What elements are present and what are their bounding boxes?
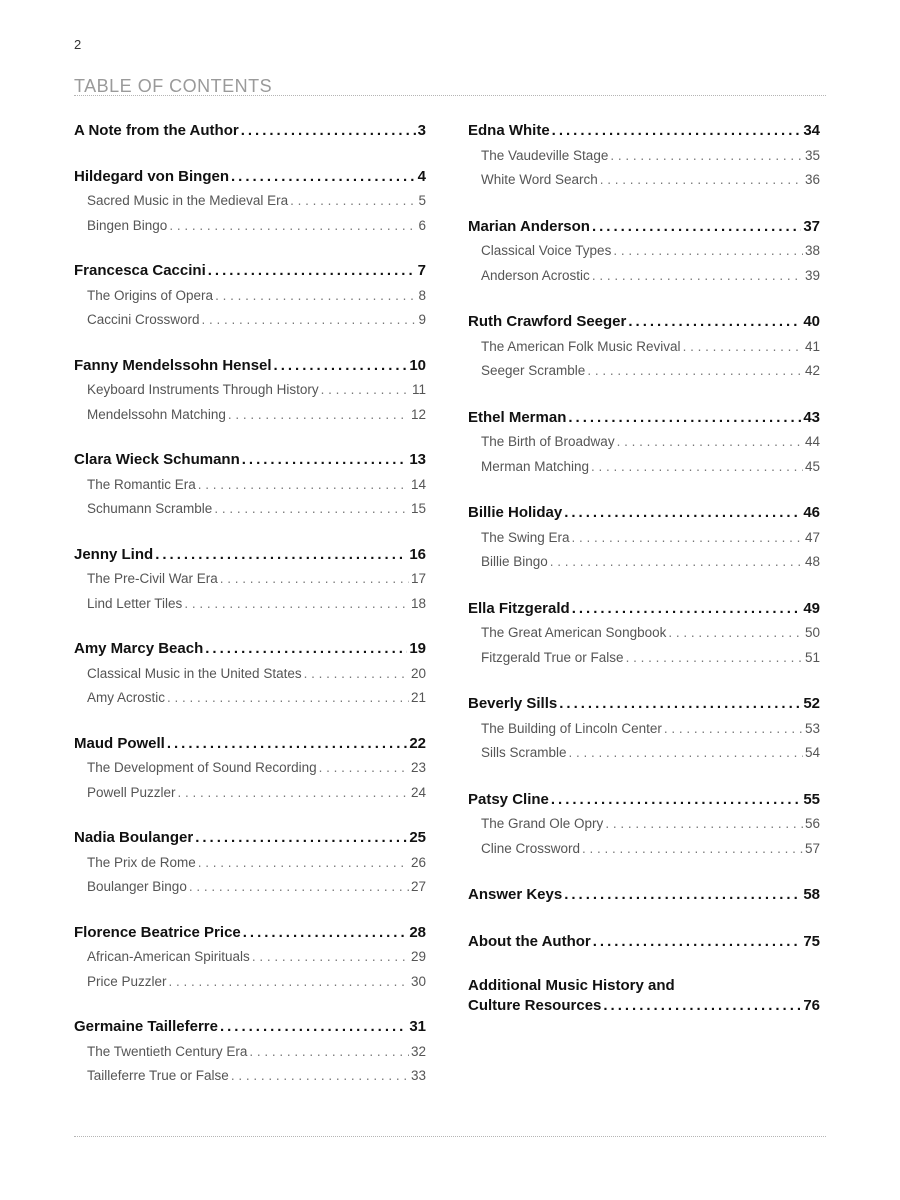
toc-entry-title: Germaine Tailleferre [74, 1018, 218, 1035]
toc-subentry[interactable] [468, 717, 820, 742]
dot-leader [628, 310, 801, 335]
dot-leader [600, 168, 803, 193]
toc-subentry[interactable] [74, 473, 426, 498]
toc-subentry[interactable] [468, 455, 820, 480]
dot-leader [610, 144, 803, 169]
dot-leader [550, 550, 803, 575]
toc-subentry-title: The Grand Ole Opry [481, 816, 604, 831]
bottom-divider [74, 1136, 826, 1137]
toc-subentry-title: Powell Puzzler [87, 784, 176, 800]
toc-section [468, 692, 820, 766]
toc-section-additional-resources [468, 976, 820, 1016]
dot-leader [195, 826, 407, 851]
toc-entry-page-number: 58 [803, 886, 820, 903]
dot-leader [167, 732, 407, 757]
toc-entry-title: Ruth Crawford Seeger [468, 313, 627, 330]
dot-leader [559, 692, 801, 717]
toc-section [468, 119, 820, 193]
dot-leader [228, 403, 409, 428]
toc-subentry-title: Caccini Crossword [87, 312, 200, 327]
toc-section [74, 354, 426, 428]
toc-subentry-title: The American Folk Music Revival [481, 338, 681, 354]
toc-entry[interactable] [74, 637, 426, 662]
toc-entry[interactable] [468, 406, 820, 431]
toc-subentry-title: The Origins of Opera [87, 287, 214, 303]
toc-subentry[interactable] [74, 875, 426, 900]
toc-subentry-page-number: 8 [418, 287, 426, 303]
toc-entry-page-number: 25 [409, 829, 426, 846]
toc-subentry[interactable] [468, 526, 820, 551]
toc-subentry-page-number: 18 [410, 595, 426, 611]
toc-subentry[interactable] [74, 1064, 426, 1089]
dot-leader [664, 717, 803, 742]
title-divider [74, 95, 826, 96]
toc-subentry-page-number: 42 [804, 363, 820, 378]
toc-entry[interactable] [74, 354, 426, 379]
toc-subentry[interactable] [74, 756, 426, 781]
toc-entry-title: Ethel Merman [468, 408, 567, 426]
toc-entry-title: Florence Beatrice Price [74, 923, 241, 941]
toc-subentry[interactable] [74, 284, 426, 309]
toc-subentry[interactable] [74, 378, 426, 403]
toc-subentry-page-number: 48 [804, 554, 820, 569]
dot-leader [215, 284, 416, 309]
toc-subentry-page-number: 12 [410, 406, 426, 422]
toc-left-column [74, 119, 426, 1110]
dot-leader [231, 165, 416, 190]
dot-leader [198, 473, 409, 498]
toc-entry-title: Fanny Mendelssohn Hensel [74, 356, 272, 374]
toc-subentry-title: African-American Spirituals [87, 949, 250, 964]
toc-subentry[interactable] [468, 741, 820, 766]
toc-entry-page-number: 16 [409, 545, 426, 563]
toc-subentry[interactable] [468, 335, 820, 360]
toc-entry-page-number: 7 [417, 262, 426, 279]
toc-entry-page-number: 10 [409, 356, 426, 374]
toc-subentry-page-number: 23 [410, 760, 426, 775]
toc-entry[interactable] [74, 921, 426, 946]
toc-subentry[interactable] [468, 359, 820, 384]
toc-entry[interactable] [468, 788, 820, 813]
dot-leader [564, 883, 801, 908]
toc-section [74, 637, 426, 711]
toc-section [74, 259, 426, 333]
toc-entry[interactable] [74, 165, 426, 190]
toc-subentry-page-number: 35 [804, 147, 820, 163]
toc-subentry-title: Bingen Bingo [87, 217, 168, 233]
toc-entry-title: Clara Wieck Schumann [74, 451, 240, 468]
toc-subentry-page-number: 54 [804, 745, 820, 760]
dot-leader [189, 875, 409, 900]
dot-leader [587, 359, 803, 384]
toc-entry-page-number: 49 [803, 599, 820, 617]
toc-subentry-title: The Building of Lincoln Center [481, 720, 662, 736]
toc-subentry-title: Classical Voice Types [481, 243, 612, 258]
dot-leader [613, 239, 803, 264]
toc-subentry-title: The Prix de Rome [87, 854, 196, 870]
toc-subentry-page-number: 20 [410, 665, 426, 681]
toc-section [74, 119, 426, 144]
dot-leader [220, 567, 409, 592]
toc-subentry[interactable] [468, 812, 820, 837]
toc-subentry[interactable] [74, 592, 426, 617]
toc-subentry[interactable] [468, 837, 820, 862]
toc-subentry-page-number: 27 [410, 879, 426, 894]
dot-leader [252, 945, 409, 970]
dot-leader [178, 781, 409, 806]
dot-leader [569, 741, 803, 766]
toc-entry-title: A Note from the Author [74, 122, 239, 139]
toc-section [74, 826, 426, 900]
toc-entry[interactable] [74, 448, 426, 473]
dot-leader [582, 837, 803, 862]
toc-subentry-title: Cline Crossword [481, 840, 581, 856]
dot-leader [155, 543, 407, 568]
toc-entry-page-number: 28 [409, 923, 426, 941]
toc-subentry[interactable] [468, 621, 820, 646]
toc-section [468, 215, 820, 289]
dot-leader [572, 597, 802, 622]
toc-subentry-title: The Great American Songbook [481, 625, 667, 640]
toc-entry-page-number: 40 [803, 313, 820, 330]
dot-leader [202, 308, 417, 333]
toc-subentry[interactable] [468, 430, 820, 455]
toc-subentry-title: The Twentieth Century Era [87, 1043, 248, 1059]
dot-leader [220, 1015, 407, 1040]
toc-subentry[interactable] [468, 550, 820, 575]
dot-leader [683, 335, 803, 360]
toc-subentry-page-number: 53 [804, 720, 820, 736]
toc-entry-page-number: 22 [409, 734, 426, 752]
toc-subentry-page-number: 6 [418, 217, 426, 233]
toc-entry-title: Marian Anderson [468, 217, 590, 235]
toc-entry[interactable] [74, 119, 426, 144]
dot-leader [304, 662, 409, 687]
toc-section [74, 448, 426, 522]
toc-entry-title: Amy Marcy Beach [74, 640, 204, 657]
dot-leader [241, 119, 416, 144]
toc-entry-page-number: 52 [803, 695, 820, 712]
toc-entry[interactable] [468, 692, 820, 717]
toc-entry-page-number: 37 [803, 217, 820, 235]
toc-section [468, 883, 820, 908]
toc-section [468, 310, 820, 384]
dot-leader [169, 214, 416, 239]
toc-entry-title: Ella Fitzgerald [468, 599, 570, 617]
toc-entry-title: Beverly Sills [468, 695, 558, 712]
toc-subentry-title: Mendelssohn Matching [87, 406, 226, 422]
toc-entry-page-number: 55 [803, 790, 820, 808]
toc-subentry-title: Fitzgerald True or False [481, 649, 624, 665]
toc-subentry-page-number: 41 [804, 338, 820, 354]
toc-subentry-title: Sacred Music in the Medieval Era [87, 193, 289, 208]
toc-subentry-page-number: 14 [410, 476, 426, 492]
toc-subentry[interactable] [74, 189, 426, 214]
toc-section [468, 597, 820, 671]
toc-entry-title: Francesca Caccini [74, 262, 206, 279]
toc-section [74, 1015, 426, 1089]
toc-entry-page-number: 76 [803, 997, 820, 1014]
toc-subentry-page-number: 30 [410, 973, 426, 989]
toc-subentry-page-number: 38 [804, 243, 820, 258]
toc-subentry-page-number: 47 [804, 529, 820, 545]
toc-entry-title: Patsy Cline [468, 790, 549, 808]
dot-leader [249, 1040, 409, 1065]
toc-entry[interactable] [468, 996, 820, 1016]
toc-section [74, 921, 426, 995]
dot-leader [564, 501, 801, 526]
toc-entry-page-number: 43 [803, 408, 820, 426]
toc-entry-title: Jenny Lind [74, 545, 154, 563]
toc-subentry-title: Classical Music in the United States [87, 665, 302, 681]
dot-leader [568, 406, 801, 431]
dot-leader [603, 996, 801, 1016]
toc-subentry-page-number: 45 [804, 458, 820, 474]
toc-subentry-title: Seeger Scramble [481, 363, 586, 378]
toc-subentry-title: The Development of Sound Recording [87, 760, 317, 775]
toc-entry-page-number: 46 [803, 504, 820, 521]
toc-entry[interactable] [74, 826, 426, 851]
toc-entry-page-number: 13 [409, 451, 426, 468]
toc-entry[interactable] [74, 259, 426, 284]
toc-entry-page-number: 75 [803, 932, 820, 950]
toc-subentry-title: The Swing Era [481, 529, 570, 545]
dot-leader [231, 1064, 409, 1089]
toc-subentry-title: Lind Letter Tiles [87, 595, 183, 611]
toc-subentry-page-number: 33 [410, 1068, 426, 1083]
dot-leader [274, 354, 408, 379]
dot-leader [321, 378, 410, 403]
dot-leader [591, 455, 803, 480]
toc-subentry-title: The Pre-Civil War Era [87, 571, 218, 586]
toc-subentry[interactable] [74, 1040, 426, 1065]
toc-section [468, 788, 820, 862]
toc-subentry-page-number: 17 [410, 571, 426, 586]
toc-entry-title: Edna White [468, 122, 550, 139]
dot-leader [592, 215, 801, 240]
toc-subentry-title: The Birth of Broadway [481, 434, 615, 449]
toc-entry[interactable] [74, 1015, 426, 1040]
toc-subentry-title: The Vaudeville Stage [481, 147, 609, 163]
toc-entry-title: Maud Powell [74, 734, 165, 752]
toc-entry-page-number: 3 [417, 122, 426, 139]
toc-subentry-page-number: 21 [410, 690, 426, 705]
toc-entry[interactable] [468, 930, 820, 955]
toc-subentry-title: Keyboard Instruments Through History [87, 382, 319, 397]
toc-section [74, 732, 426, 806]
toc-subentry-page-number: 11 [411, 382, 426, 397]
toc-subentry-title: Boulanger Bingo [87, 879, 187, 894]
toc-entry[interactable] [468, 597, 820, 622]
toc-subentry-title: Merman Matching [481, 458, 590, 474]
toc-entry-title: Culture Resources [468, 997, 602, 1014]
toc-right-column [468, 119, 820, 1038]
toc-section [468, 406, 820, 480]
page-title: TABLE OF CONTENTS [74, 76, 273, 96]
toc-entry[interactable] [468, 215, 820, 240]
toc-entry[interactable] [468, 119, 820, 144]
toc-subentry[interactable] [468, 144, 820, 169]
dot-leader [605, 812, 803, 837]
toc-subentry[interactable] [468, 168, 820, 193]
dot-leader [242, 448, 408, 473]
dot-leader [184, 592, 409, 617]
toc-subentry-title: Billie Bingo [481, 554, 548, 569]
dot-leader [551, 788, 801, 813]
toc-subentry[interactable] [468, 239, 820, 264]
toc-entry-page-number: 19 [409, 640, 426, 657]
toc-subentry-page-number: 57 [804, 840, 820, 856]
toc-section [74, 543, 426, 617]
toc-subentry-page-number: 9 [418, 312, 426, 327]
dot-leader [552, 119, 802, 144]
dot-leader [668, 621, 803, 646]
page-number: 2 [74, 37, 82, 52]
toc-subentry-page-number: 36 [804, 172, 820, 187]
toc-entry-page-number: 34 [803, 122, 820, 139]
dot-leader [593, 930, 802, 955]
toc-entry-title: Nadia Boulanger [74, 829, 194, 846]
dot-leader [208, 259, 416, 284]
toc-subentry-title: Sills Scramble [481, 745, 567, 760]
dot-leader [319, 756, 409, 781]
toc-entry-title: Answer Keys [468, 886, 563, 903]
toc-entry-page-number: 31 [409, 1018, 426, 1035]
dot-leader [592, 264, 803, 289]
dot-leader [167, 686, 409, 711]
toc-subentry-title: Schumann Scramble [87, 501, 213, 516]
toc-subentry-page-number: 44 [804, 434, 820, 449]
toc-entry[interactable] [468, 310, 820, 335]
toc-subentry[interactable] [74, 945, 426, 970]
toc-entry-page-number: 4 [417, 167, 426, 185]
toc-subentry-page-number: 5 [418, 193, 426, 208]
toc-subentry-page-number: 32 [410, 1043, 426, 1059]
dot-leader [626, 646, 803, 671]
toc-subentry[interactable] [74, 662, 426, 687]
toc-subentry[interactable] [74, 567, 426, 592]
toc-subentry-title: Anderson Acrostic [481, 267, 590, 283]
dot-leader [617, 430, 803, 455]
dot-leader [572, 526, 803, 551]
toc-section [74, 165, 426, 239]
toc-section [468, 930, 820, 955]
toc-subentry-title: Amy Acrostic [87, 690, 166, 705]
toc-entry[interactable] [74, 543, 426, 568]
toc-subentry[interactable] [74, 851, 426, 876]
toc-subentry[interactable] [74, 781, 426, 806]
dot-leader [243, 921, 408, 946]
toc-entry-title: Hildegard von Bingen [74, 167, 230, 185]
toc-subentry-page-number: 26 [410, 854, 426, 870]
toc-subentry-page-number: 56 [804, 816, 820, 831]
dot-leader [198, 851, 409, 876]
toc-entry[interactable] [74, 732, 426, 757]
toc-subentry[interactable] [468, 646, 820, 671]
toc-subentry[interactable] [74, 686, 426, 711]
toc-entry[interactable] [468, 883, 820, 908]
toc-subentry-title: Price Puzzler [87, 973, 167, 989]
toc-subentry-page-number: 15 [410, 501, 426, 516]
toc-entry-title-line1[interactable]: Additional Music History and [468, 977, 675, 994]
toc-section [468, 501, 820, 575]
toc-subentry-page-number: 39 [804, 267, 820, 283]
toc-subentry-title: The Romantic Era [87, 476, 196, 492]
dot-leader [214, 497, 409, 522]
toc-subentry-page-number: 50 [804, 625, 820, 640]
toc-entry-title: Billie Holiday [468, 504, 563, 521]
toc-subentry[interactable] [74, 308, 426, 333]
toc-subentry-page-number: 51 [804, 649, 820, 665]
toc-subentry[interactable] [74, 214, 426, 239]
dot-leader [169, 970, 409, 995]
dot-leader [205, 637, 407, 662]
toc-subentry[interactable] [74, 970, 426, 995]
toc-subentry-page-number: 29 [410, 949, 426, 964]
toc-subentry[interactable] [74, 497, 426, 522]
toc-subentry-page-number: 24 [410, 784, 426, 800]
toc-entry-title: About the Author [468, 932, 591, 950]
dot-leader [290, 189, 416, 214]
toc-subentry[interactable] [74, 403, 426, 428]
toc-entry[interactable] [468, 501, 820, 526]
toc-subentry-title: Tailleferre True or False [87, 1068, 229, 1083]
toc-subentry-title: White Word Search [481, 172, 598, 187]
toc-subentry[interactable] [468, 264, 820, 289]
